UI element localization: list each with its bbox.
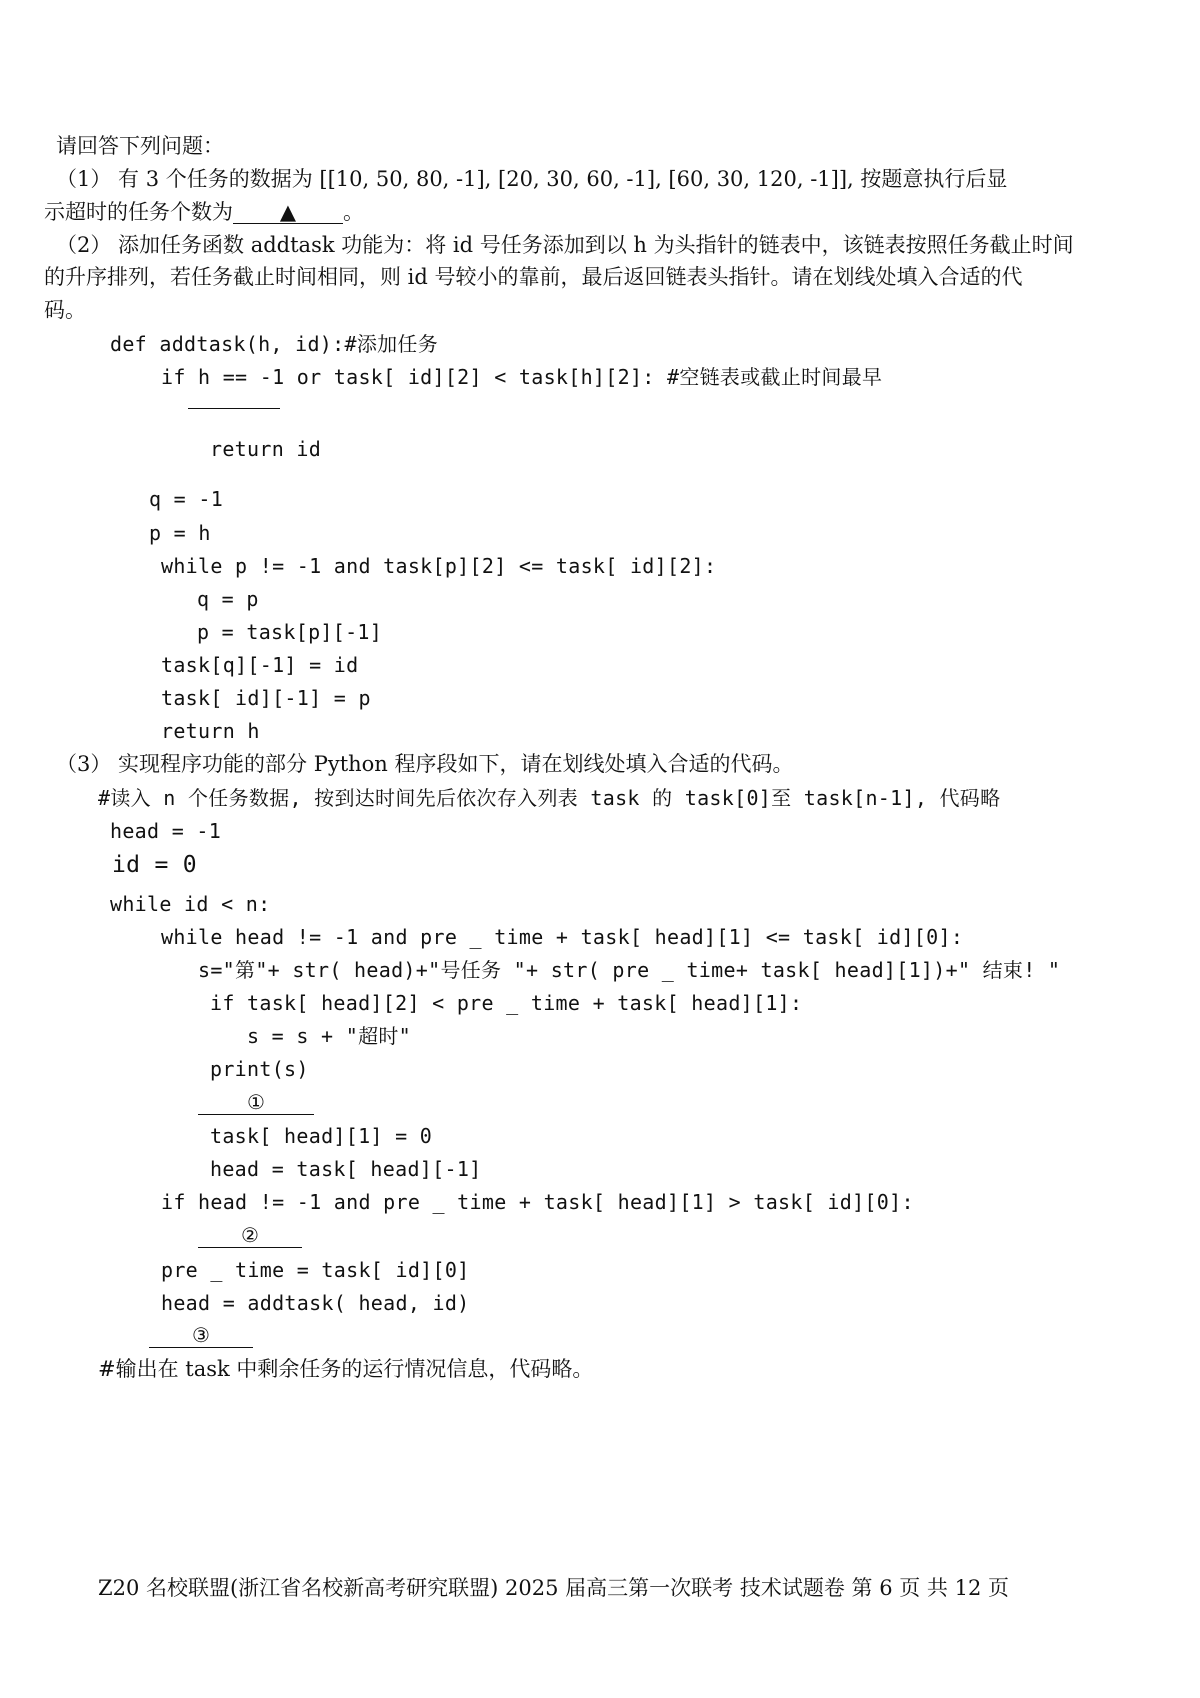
code-line: head = -1	[110, 819, 222, 843]
question-2-text: （2） 添加任务函数 addtask 功能为：将 id 号任务添加到以 h 为头指针的链表中，该链表按照任务截止时间	[56, 233, 1074, 257]
code-line: return h	[161, 719, 260, 743]
code-line: while head != -1 and pre _ time + task[ head][1] <= task[ id][0]:	[161, 925, 964, 949]
code-line: task[q][-1] = id	[161, 653, 359, 677]
code-line: while id < n:	[110, 892, 271, 916]
code-comment: #输出在 task 中剩余任务的运行情况信息，代码略。	[98, 1357, 594, 1381]
code-line: head = addtask( head, id)	[161, 1291, 470, 1315]
code-line: task[ head][1] = 0	[210, 1124, 433, 1148]
question-1-suffix: 。	[343, 200, 364, 224]
code-line: task[ id][-1] = p	[161, 686, 371, 710]
code-line: def addtask(h, id):#添加任务	[110, 332, 439, 356]
question-2-text-end: 码。	[44, 298, 86, 322]
answer-blank-line[interactable]	[188, 408, 280, 409]
question-3-text: （3） 实现程序功能的部分 Python 程序段如下，请在划线处填入合适的代码。	[56, 752, 794, 776]
question-1-text-cont	[44, 198, 364, 226]
question-1-text: （1） 有 3 个任务的数据为 [[10, 50, 80, -1], [20, 30, 60, -1], [60, 30, 120, -1]], 按题意执行后显	[56, 167, 1008, 191]
code-line: pre _ time = task[ id][0]	[161, 1258, 470, 1282]
code-line: if head != -1 and pre _ time + task[ head][1] > task[ id][0]:	[161, 1190, 914, 1214]
code-line: if task[ head][2] < pre _ time + task[ head][1]:	[210, 991, 803, 1015]
question-2-text-cont: 的升序排列，若任务截止时间相同，则 id 号较小的靠前，最后返回链表头指针。请在划线处填入合适的代	[44, 265, 1023, 289]
answer-blank-2[interactable]: ②	[198, 1223, 302, 1248]
question-1-answer-blank[interactable]	[233, 201, 343, 224]
answer-blank-1[interactable]: ①	[198, 1090, 314, 1115]
code-line: q = p	[197, 587, 259, 611]
answer-blank-3[interactable]: ③	[149, 1323, 253, 1348]
question-1-prompt: 示超时的任务个数为	[44, 200, 233, 224]
code-line: p = h	[149, 521, 211, 545]
code-comment: #读入 n 个任务数据, 按到达时间先后依次存入列表 task 的 task[0]至 task[n-1], 代码略	[98, 786, 1001, 810]
code-line: while p != -1 and task[p][2] <= task[ id][2]:	[161, 554, 717, 578]
code-line: head = task[ head][-1]	[210, 1157, 482, 1181]
code-line: if h == -1 or task[ id][2] < task[h][2]: #空链表或截止时间最早	[161, 365, 883, 389]
code-line: return id	[210, 437, 322, 461]
code-line: q = -1	[149, 487, 224, 511]
instructions: 请回答下列问题：	[56, 134, 224, 158]
code-line: id = 0	[112, 852, 197, 878]
code-line: print(s)	[210, 1057, 309, 1081]
code-line: p = task[p][-1]	[197, 620, 383, 644]
page-footer: Z20 名校联盟(浙江省名校新高考研究联盟) 2025 届高三第一次联考 技术试题卷 第 6 页 共 12 页	[98, 1576, 1009, 1600]
triangle-marker-icon: ▲	[279, 200, 297, 224]
code-line: s = s + "超时"	[247, 1024, 412, 1048]
code-line: s="第"+ str( head)+"号任务 "+ str( pre _ time+ task[ head][1])+" 结束! "	[198, 958, 1061, 982]
